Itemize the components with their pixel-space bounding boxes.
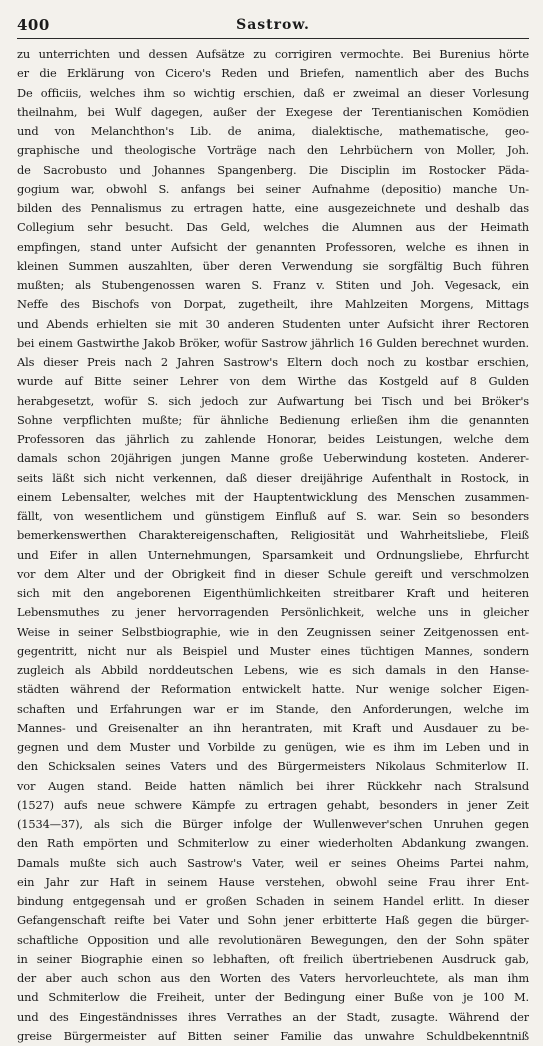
text-line: bilden des Pennalismus zu ertragen hatte, eine ausgezeichnete und deshalb das <box>17 201 529 215</box>
text-line: städten während der Reformation entwickelt hatte. Nur wenige solcher Eigen- <box>17 682 529 697</box>
text-line: und Eifer in allen Unternehmungen, Sparsamkeit und Ordnungsliebe, Ehrfurcht <box>17 547 529 562</box>
text-line: zu unterrichten und dessen Aufsätze zu corrigiren vermochte. Bei Burenius hörte <box>17 47 529 61</box>
text-line: schaften und Erfahrungen war er im Stande, den Anforderungen, welche im <box>17 701 529 716</box>
text-line: in seiner Biographie einen so lebhaften, oft freilich übertriebenen Ausdruck gab, <box>17 951 529 966</box>
text-line: greise Bürgermeister auf Bitten seiner Familie das unwahre Schuldbekenntniß <box>17 1028 529 1043</box>
text-line: wurde auf Bitte seiner Lehrer von dem Wirthe das Kostgeld auf 8 Gulden <box>17 374 529 389</box>
text-line: einem Lebensalter, welches mit der Hauptentwicklung des Menschen zusammen- <box>17 489 529 504</box>
text-line: De officiis, welches ihm so wichtig erschien, daß er zweimal an dieser Vorlesung <box>17 85 529 100</box>
text-line: Damals mußte sich auch Sastrow's Vater, weil er seines Oheims Partei nahm, <box>17 855 529 870</box>
text-line: Collegium sehr besucht. Das Geld, welches die Alumnen aus der Heimath <box>17 220 529 235</box>
text-line: Gefangenschaft reifte bei Vater und Sohn jener erbitterte Haß gegen die bürger- <box>17 913 529 928</box>
text-line: empfingen, stand unter Aufsicht der genannten Professoren, welche es ihnen in <box>17 239 529 254</box>
text-line: vor Augen stand. Beide hatten nämlich bei ihrer Rückkehr nach Stralsund <box>17 778 529 793</box>
text-line: den Rath empörten und Schmiterlow zu einer wiederholten Abdankung zwangen. <box>17 836 529 851</box>
text-line: seits läßt sich nicht verkennen, daß dieser dreijährige Aufenthalt in Rostock, in <box>17 470 529 485</box>
text-line: zugleich als Abbild norddeutschen Lebens, wie es sich damals in den Hanse- <box>17 663 529 677</box>
text-line: er die Erklärung von Cicero's Reden und Briefen, namentlich aber des Buchs <box>17 66 529 81</box>
text-line: gegentritt, nicht nur als Beispiel und Muster eines tüchtigen Mannes, sondern <box>17 643 529 658</box>
text-line: ein Jahr zur Haft in seinem Hause verstehen, obwohl seine Frau ihrer Ent- <box>17 874 529 889</box>
text-line: damals schon 20jährigen jungen Manne große Ueberwindung kosteten. Anderer- <box>17 451 529 466</box>
text-line: den Schicksalen seines Vaters und des Bürgermeisters Nikolaus Schmiterlow II. <box>17 759 529 774</box>
text-line: sich mit den angeborenen Eigenthümlichkeiten streitbarer Kraft und heiteren <box>17 586 529 600</box>
text-line: (1527) aufs neue schwere Kämpfe zu ertragen gehabt, besonders in jener Zeit <box>17 797 529 812</box>
text-line: und von Melanchthon's Lib. de anima, dialektische, mathematische, geo- <box>17 124 529 138</box>
text-line: bindung entgegensah und er großen Schaden in seinem Handel erlitt. In dieser <box>17 894 529 908</box>
page-header <box>17 14 529 39</box>
text-line: fällt, von wesentlichem und günstigem Einfluß auf S. war. Sein so besonders <box>17 509 529 523</box>
text-line: gegnen und dem Muster und Vorbilde zu genügen, wie es ihm im Leben und in <box>17 740 529 754</box>
text-line: gogium war, obwohl S. anfangs bei seiner Aufnahme (depositio) manche Un- <box>17 181 529 196</box>
text-line: graphische und theologische Vorträge nach den Lehrbüchern von Moller, Joh. <box>17 143 529 158</box>
text-line: theilnahm, bei Wulf dagegen, außer der Exegese der Terentianischen Komödien <box>17 104 529 119</box>
text-line: Sohne verpflichten mußte; für ähnliche Bedienung erließen ihm die genannten <box>17 412 529 427</box>
text-line: schaftliche Opposition und alle revolutionären Bewegungen, den der Sohn später <box>17 932 529 947</box>
running-head: Sastrow. <box>236 17 310 33</box>
text-line: und des Eingeständnisses ihres Verrathes an der Stadt, zusagte. Während der <box>17 1009 529 1024</box>
text-line: und Abends erhielten sie mit 30 anderen Studenten unter Aufsicht ihrer Rectoren <box>17 316 529 331</box>
page-number: 400 <box>17 16 50 34</box>
text-line: Professoren das jährlich zu zahlende Honorar, beides Leistungen, welche dem <box>17 432 529 446</box>
text-line: Mannes- und Greisenalter an ihn herantraten, mit Kraft und Ausdauer zu be- <box>17 720 529 735</box>
text-line: mußten; als Stubengenossen waren S. Franz v. Stiten und Joh. Vegesack, ein <box>17 278 529 292</box>
text-line: Als dieser Preis nach 2 Jahren Sastrow's Eltern doch noch zu kostbar erschien, <box>17 355 529 369</box>
text-line: der aber auch schon aus den Worten des Vaters hervorleuchtete, als man ihm <box>17 971 529 985</box>
text-line: vor dem Alter und der Obrigkeit find in dieser Schule gereift und verschmolzen <box>17 566 529 581</box>
text-line: (1534—37), als sich die Bürger infolge der Wullenwever'schen Unruhen gegen <box>17 817 529 831</box>
text-line: herabgesetzt, wofür S. sich jedoch zur Aufwartung bei Tisch und bei Bröker's <box>17 393 529 408</box>
text-line: bei einem Gastwirthe Jakob Bröker, wofür Sastrow jährlich 16 Gulden berechnet wurden. <box>17 335 529 350</box>
text-line: Weise in seiner Selbstbiographie, wie in den Zeugnissen seiner Zeitgenossen ent- <box>17 624 529 639</box>
text-line: und Schmiterlow die Freiheit, unter der Bedingung einer Buße von je 100 M. <box>17 990 529 1005</box>
text-line: bemerkenswerthen Charaktereigenschaften, Religiosität und Wahrheitsliebe, Fleiß <box>17 528 529 543</box>
text-line: kleinen Summen auszahlten, über deren Verwendung sie sorgfältig Buch führen <box>17 258 529 273</box>
body-text <box>17 45 529 1046</box>
text-line: Lebensmuthes zu jener hervorragenden Persönlichkeit, welche uns in gleicher <box>17 605 529 620</box>
text-line: Neffe des Bischofs von Dorpat, zugetheilt, ihre Mahlzeiten Morgens, Mittags <box>17 297 529 312</box>
text-line: de Sacrobusto und Johannes Spangenberg. Die Disciplin im Rostocker Päda- <box>17 162 529 177</box>
